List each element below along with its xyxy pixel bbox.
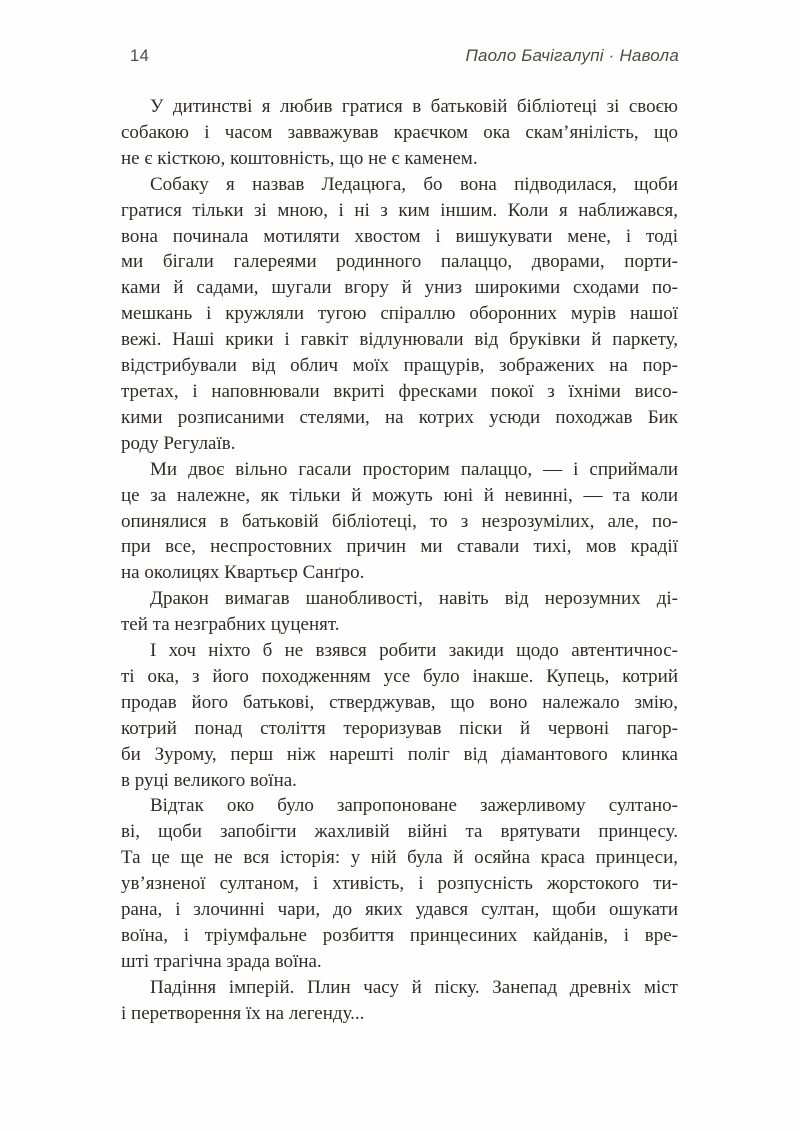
text-line: в руці великого воїна.: [121, 769, 297, 791]
text-line: це за належне, як тільки й можуть юні й невинні, — та коли: [121, 484, 678, 506]
paragraph: [121, 975, 678, 1027]
text-line: вона починала мотиляти хвостом і вишукувати мене, і тоді: [121, 225, 678, 247]
paragraph: [121, 457, 678, 587]
text-line: Падіння імперій. Плин часу й піску. Занепад древніх міст: [150, 976, 678, 998]
paragraph: [121, 793, 678, 974]
text-line: не є кісткою, коштовність, що не є каменем.: [121, 147, 478, 169]
text-line: воїна, і тріумфальне розбиття принцесиних кайданів, і вре-: [121, 925, 678, 946]
running-head: [123, 46, 679, 66]
running-title: Паоло Бачігалупі · Навола: [465, 46, 679, 65]
text-line: ками й садами, шугали вгору й униз широкими сходами по-: [121, 277, 678, 299]
text-line: і перетворення їх на легенду...: [121, 1002, 365, 1024]
text-line: У дитинстві я любив гратися в батьковій бібліотеці зі своєю: [150, 96, 678, 117]
text-line: тей та незграбних цуценят.: [121, 614, 340, 636]
paragraph: [121, 638, 678, 793]
text-line: шті трагічна зрада воїна.: [121, 950, 322, 972]
text-line: ув’язненої султаном, і хтивість, і розпусність жорстокого ти-: [121, 873, 678, 895]
text-line: котрий понад століття тероризував піски й червоні пагор-: [121, 717, 678, 739]
text-line: ті ока, з його походженням усе було інакше. Купець, котрий: [121, 665, 678, 687]
text-line: кими розписаними стелями, на котрих усюди походжав Бик: [121, 406, 678, 428]
text-line: відстрибували від облич моїх пращурів, зображених на пор-: [121, 355, 678, 377]
text-line: вежі. Наші крики і гавкіт відлунювали від бруківки й паркету,: [121, 329, 678, 351]
text-line: ми бігали галереями родинного палаццо, дворами, порти-: [121, 251, 678, 273]
text-line: Дракон вимагав шанобливості, навіть від нерозумних ді-: [150, 588, 678, 610]
page-number: 14: [130, 47, 150, 65]
page-text: [121, 94, 678, 1027]
text-line: Відтак око було запропоноване зажерливому султано-: [150, 795, 678, 817]
text-line: опинялися в батьковій бібліотеці, то з незрозумілих, але, по-: [121, 510, 678, 532]
text-line: ві, щоби запобігти жахливій війні та врятувати принцесу.: [121, 821, 678, 843]
text-line: собакою і часом завважував краєчком ока скам’янілість, що: [121, 121, 678, 143]
text-line: Та це ще не вся історія: у ній була й осяйна краса принцеси,: [121, 847, 678, 869]
paragraph: [121, 94, 678, 172]
paragraph: [121, 172, 678, 457]
text-line: мешкань і кружляли тугою спіраллю оборонних мурів нашої: [121, 303, 678, 325]
text-line: при все, неспростовних причин ми ставали тихі, мов крадії: [121, 536, 678, 558]
text-line: продав його батькові, стверджував, що воно належало змію,: [121, 691, 678, 713]
paragraph: [121, 586, 678, 638]
text-line: Ми двоє вільно гасали просторим палаццо, — і сприймали: [150, 458, 678, 480]
text-line: рана, і злочинні чари, до яких удався султан, щоби ошукати: [121, 899, 678, 921]
text-line: роду Регулаїв.: [121, 432, 236, 454]
text-line: на околицях Квартьєр Санґро.: [121, 562, 365, 584]
text-line: гратися тільки зі мною, і ні з ким іншим. Коли я наближався,: [121, 199, 678, 221]
text-line: третах, і наповнювали вкриті фресками покої з їхніми висо-: [121, 380, 678, 402]
text-line: І хоч ніхто б не взявся робити закиди щодо автентичнос-: [150, 640, 678, 662]
text-line: би Зурому, перш ніж нарешті поліг від діамантового клинка: [121, 743, 678, 765]
text-line: Собаку я назвав Ледацюга, бо вона підводилася, щоби: [150, 173, 678, 195]
